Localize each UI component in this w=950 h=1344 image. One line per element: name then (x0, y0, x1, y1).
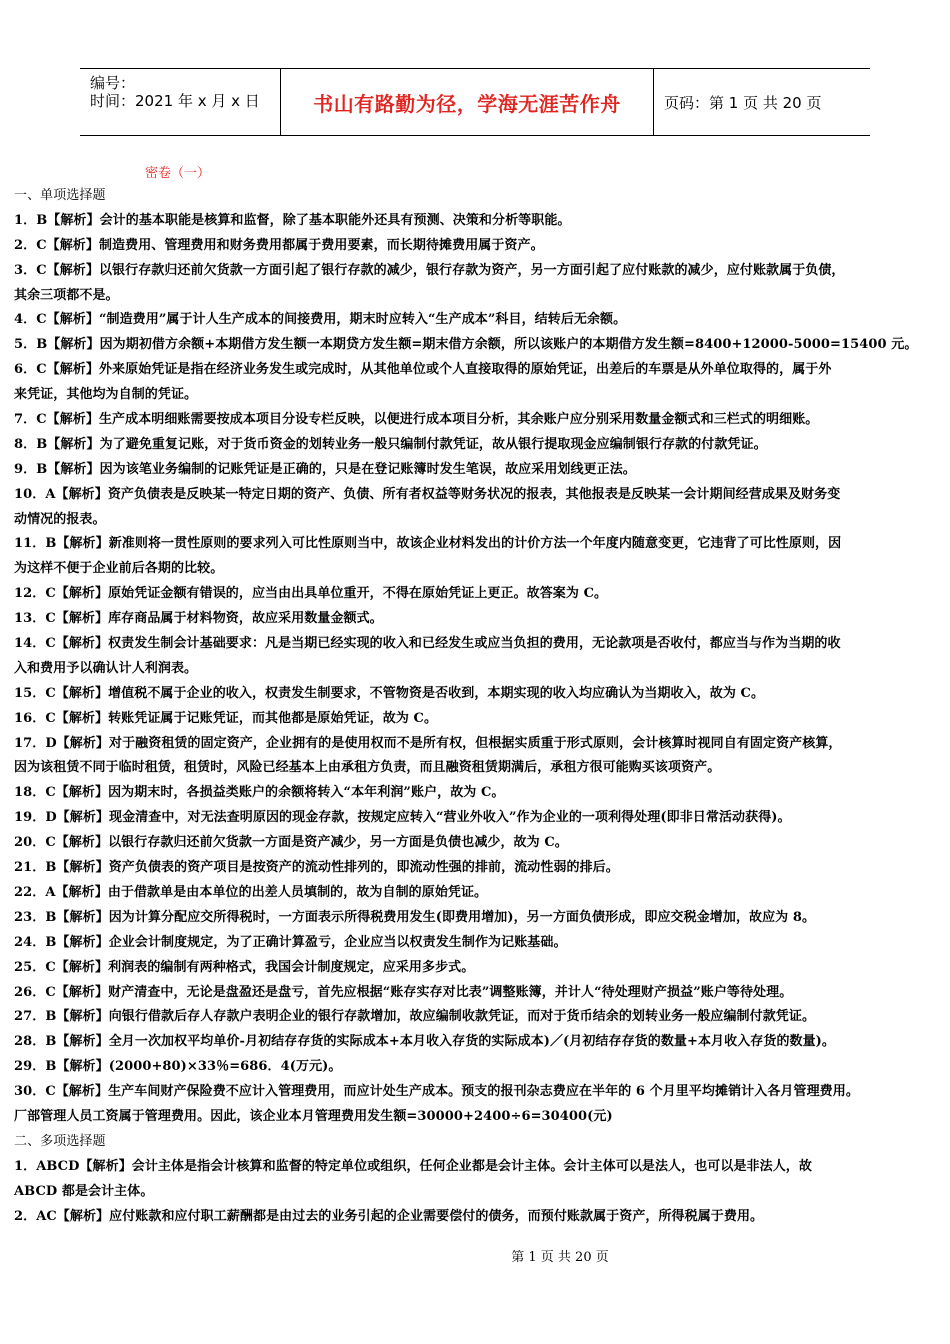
header-table (80, 68, 870, 136)
secret-title: 密卷（一） (145, 166, 211, 181)
answer-line: 25．C【解析】利润表的编制有两种格式，我国会计制度规定，应采用多步式。 (14, 959, 475, 975)
answer-line: 来凭证，其他均为自制的凭证。 (14, 387, 198, 403)
answer-line: 22．A【解析】由于借款单是由本单位的出差人员填制的，故为自制的原始凭证。 (14, 884, 488, 900)
answer-line: 14．C【解析】权责发生制会计基础要求：凡是当期已经实现的收入和已经发生或应当负担的费用，无论款项是否收付，都应当与作为当期的收 (14, 636, 841, 652)
answer-line: 17．D【解析】对于融资租赁的固定资产，企业拥有的是使用权而不是所有权，但根据实质重于形式原则，会计核算时视同自有固定资产核算， (14, 735, 842, 751)
answer-line: 4．C【解析】“制造费用”属于计人生产成本的间接费用，期末时应转入“生产成本”科目，结转后无余额。 (14, 312, 627, 328)
answer-line: 其余三项都不是。 (14, 287, 119, 303)
answer-line: ABCD 都是会计主体。 (14, 1183, 154, 1199)
answer-line: 3．C【解析】以银行存款归还前欠货款一方面引起了银行存款的减少，银行存款为资产，另一方面引起了应付账款的减少，应付账款属于负债， (14, 262, 845, 278)
answer-line: 13．C【解析】库存商品属于材料物资，故应采用数量金额式。 (14, 611, 383, 627)
answer-line: 6．C【解析】外来原始凭证是指在经济业务发生或完成时，从其他单位或个人直接取得的原始凭证，出差后的车票是从外单位取得的，属于外 (14, 362, 832, 378)
answer-line: 23．B【解析】因为计算分配应交所得税时，一方面表示所得税费用发生(即费用增加)，另一方面负债形成，即应交税金增加，故应为 8。 (14, 909, 816, 925)
answer-line: 8．B【解析】为了避免重复记账，对于货币资金的划转业务一般只编制付款凭证，故从银行提取现金应编制银行存款的付款凭证。 (14, 436, 767, 452)
answer-line: 16．C【解析】转账凭证属于记账凭证，而其他都是原始凭证，故为 C。 (14, 710, 438, 726)
answer-line: 27．B【解析】向银行借款后存人存款户表明企业的银行存款增加，故应编制收款凭证，而对于货币结余的划转业务一般应编制付款凭证。 (14, 1009, 816, 1025)
footer-page-number: 第 1 页 共 20 页 (511, 1250, 609, 1265)
answer-line: 21．B【解析】资产负债表的资产项目是按资产的流动性排列的，即流动性强的排前，流动性弱的排后。 (14, 860, 619, 876)
answer-line: 9．B【解析】因为该笔业务编制的记账凭证是正确的，只是在登记账簿时发生笔误，故应采用划线更正法。 (14, 461, 636, 477)
answer-line: 入和费用予以确认计人利润表。 (14, 660, 198, 676)
answer-line: 28．B【解析】全月一次加权平均单价-月初结存存货的实际成本+本月收入存货的实际成本)／(月初结存存货的数量+本月收入存货的数量)。 (14, 1034, 835, 1050)
answer-line: 厂部管理人员工资属于管理费用。因此，该企业本月管理费用发生额=30000+2400÷6=30400(元) (14, 1108, 613, 1124)
answer-line: 7．C【解析】生产成本明细账需要按成本项目分设专栏反映，以便进行成本项目分析，其余账户应分别采用数量金额式和三栏式的明细账。 (14, 412, 819, 428)
answer-line: 动情况的报表。 (14, 511, 106, 527)
answer-line: 1．B【解析】会计的基本职能是核算和监督，除了基本职能外还具有预测、决策和分析等职能。 (14, 212, 571, 228)
answer-content (14, 184, 932, 1229)
header-left-cell (80, 69, 281, 135)
motto: 书山有路勤为径，学海无涯苦作舟 (281, 69, 654, 135)
answer-line: 26．C【解析】财产清查中，无论是盘盈还是盘亏，首先应根据“账存实存对比表”调整账簿，并计人“待处理财产损益”账户等待处理。 (14, 984, 793, 1000)
answer-line: 12．C【解析】原始凭证金额有错误的，应当由出具单位重开，不得在原始凭证上更正。故答案为 C。 (14, 586, 608, 602)
answer-line: 10．A【解析】资产负债表是反映某一特定日期的资产、负债、所有者权益等财务状况的报表，其他报表是反映某一会计期间经营成果及财务变 (14, 486, 841, 502)
page-info: 页码：第 1 页 共 20 页 (664, 93, 822, 112)
answer-line: 5．B【解析】因为期初借方余额+本期借方发生额一本期贷方发生额=期末借方余额，所以该账户的本期借方发生额=8400+12000-5000=15400 元。 (14, 337, 918, 353)
number-label: 编号： (90, 74, 136, 92)
answer-line: 因为该租赁不同于临时租赁，租赁时，风险已经基本上由承租方负责，而且融资租赁期满后，承租方很可能购买该项资产。 (14, 760, 721, 776)
answer-line: 30．C【解析】生产车间财产保险费不应计入管理费用，而应计处生产成本。预支的报刊杂志费应在半年的 6 个月里平均摊销计入各月管理费用。 (14, 1084, 859, 1100)
answer-line: 1．ABCD【解析】会计主体是指会计核算和监督的特定单位或组织，任何企业都是会计主体。会计主体可以是法人，也可以是非法人，故 (14, 1158, 812, 1174)
section-heading: 二、多项选择题 (14, 1133, 106, 1149)
answer-line: 为这样不便于企业前后各期的比较。 (14, 561, 224, 577)
answer-line: 24．B【解析】企业会计制度规定，为了正确计算盈亏，企业应当以权责发生制作为记账基础。 (14, 934, 567, 950)
answer-line: 2．C【解析】制造费用、管理费用和财务费用都属于费用要素，而长期待摊费用属于资产。 (14, 237, 544, 253)
answer-line: 15．C【解析】增值税不属于企业的收入，权责发生制要求，不管物资是否收到，本期实现的收入均应确认为当期收入，故为 C。 (14, 685, 765, 701)
time-label: 时间：2021 年 x 月 x 日 (90, 92, 260, 110)
answer-line: 19．D【解析】现金清查中，对无法查明原因的现金存款，按规定应转入“营业外收入”作为企业的一项利得处理(即非日常活动获得)。 (14, 810, 791, 826)
answer-line: 2．AC【解析】应付账款和应付职工薪酬都是由过去的业务引起的企业需要偿付的债务，而预付账款属于资产，所得税属于费用。 (14, 1208, 764, 1224)
answer-line: 18．C【解析】因为期末时，各损益类账户的余额将转入“本年利润”账户，故为 C。 (14, 785, 505, 801)
answer-line: 11．B【解析】新准则将一贯性原则的要求列入可比性原则当中，故该企业材料发出的计价方法一个年度内随意变更，它违背了可比性原则，因 (14, 536, 842, 552)
answer-line: 20．C【解析】以银行存款归还前欠货款一方面是资产减少，另一方面是负债也减少，故为 C。 (14, 835, 568, 851)
page-footer (0, 1246, 950, 1265)
answer-line: 29．B【解析】(2000+80)×33％=686．4(万元)。 (14, 1059, 342, 1075)
section-heading: 一、单项选择题 (14, 188, 106, 203)
